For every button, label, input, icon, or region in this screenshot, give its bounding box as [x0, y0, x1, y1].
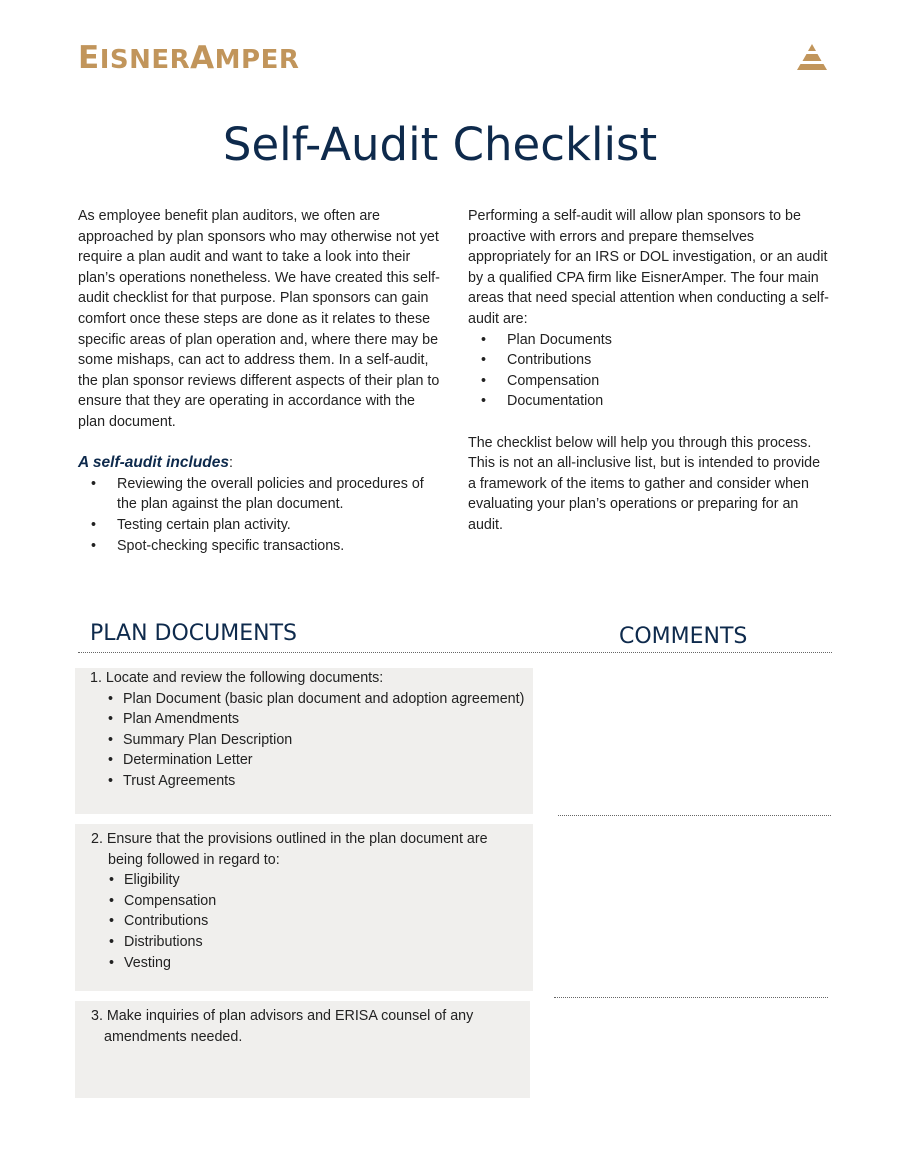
list-item: • Compensation: [109, 892, 217, 909]
list-item: • Documentation: [481, 393, 604, 410]
includes-list: [78, 474, 440, 556]
list-item: • Summary Plan Description: [108, 731, 293, 748]
list-item: • Plan Documents: [481, 331, 612, 348]
section-title-plan-documents: PLAN DOCUMENTS: [90, 621, 297, 646]
eisneramper-triangle-icon: [795, 44, 829, 72]
list-item: • Eligibility: [109, 872, 180, 889]
list-item: • Plan Document (basic plan document and adoption agreement): [108, 690, 525, 707]
provisions-list: [91, 870, 533, 973]
list-item: • Compensation: [481, 372, 600, 389]
documents-list: [90, 689, 533, 792]
list-item: • Spot-checking specific transactions.: [91, 537, 345, 554]
list-item: • Determination Letter: [108, 752, 253, 769]
eisneramper-logo: EISNERAMPER: [78, 40, 300, 76]
checklist-item-1: 1. Locate and review the following documents: • Plan Document (basic plan document and adoption agreement) • Plan Amendments • Summary Plan Description • Determination Letter • Trust Agreements: [75, 668, 533, 814]
checklist-item-3: 3. Make inquiries of plan advisors and ERISA counsel of any amendments needed.: [75, 1001, 530, 1098]
list-item: • Distributions: [109, 933, 203, 950]
intro-paragraph: As employee benefit plan auditors, we often are approached by plan sponsors who may otherwise not yet require a plan audit and want to take a look into their plan’s operations nonetheless. We have created this self-audit checklist for that purpose. Plan sponsors can gain comfort once these steps are done as it relates to these specific areas of plan operation and, where there may be some mishaps, can act to address them. In a self-audit, the plan sponsor reviews different aspects of their plan to ensure that they are operating in accordance with the plan document.: [78, 208, 440, 430]
intro-left-column: [78, 206, 440, 556]
list-item: • Testing certain plan activity.: [91, 516, 291, 533]
list-item: • Vesting: [109, 954, 171, 971]
comments-title: COMMENTS: [619, 624, 748, 649]
intro-paragraph: Performing a self-audit will allow plan sponsors to be proactive with errors and prepare themselves appropriately for an IRS or DOL investigation, or an audit by a qualified CPA firm like EisnerAmper. The four main areas that need special attention when conducting a self-audit are:: [468, 208, 829, 327]
page-title: Self-Audit Checklist: [222, 118, 658, 171]
list-item: • Reviewing the overall policies and procedures of the plan against the plan document.: [91, 475, 424, 513]
closing-paragraph: The checklist below will help you through this process. This is not an all-inclusive list, but is intended to provide a framework of the items to gather and consider when evaluating your plan’s operations or preparing for an audit.: [468, 434, 821, 533]
areas-list: [468, 330, 830, 412]
list-item: • Plan Amendments: [108, 711, 240, 728]
includes-heading: A self-audit includes: [78, 454, 230, 472]
intro-right-column: [468, 206, 830, 536]
list-item: • Contributions: [109, 913, 209, 930]
section-divider: [78, 652, 832, 653]
includes-heading-line: A self-audit includes:: [78, 454, 233, 472]
comment-line: [558, 815, 831, 816]
checklist-item-2: 2. Ensure that the provisions outlined in the plan document are being followed in regard to: • Eligibility • Compensation • Contributions • Distributions • Vesting: [75, 824, 533, 991]
list-item: • Contributions: [481, 352, 592, 369]
list-item: • Trust Agreements: [108, 772, 236, 789]
comment-line: [554, 997, 828, 998]
